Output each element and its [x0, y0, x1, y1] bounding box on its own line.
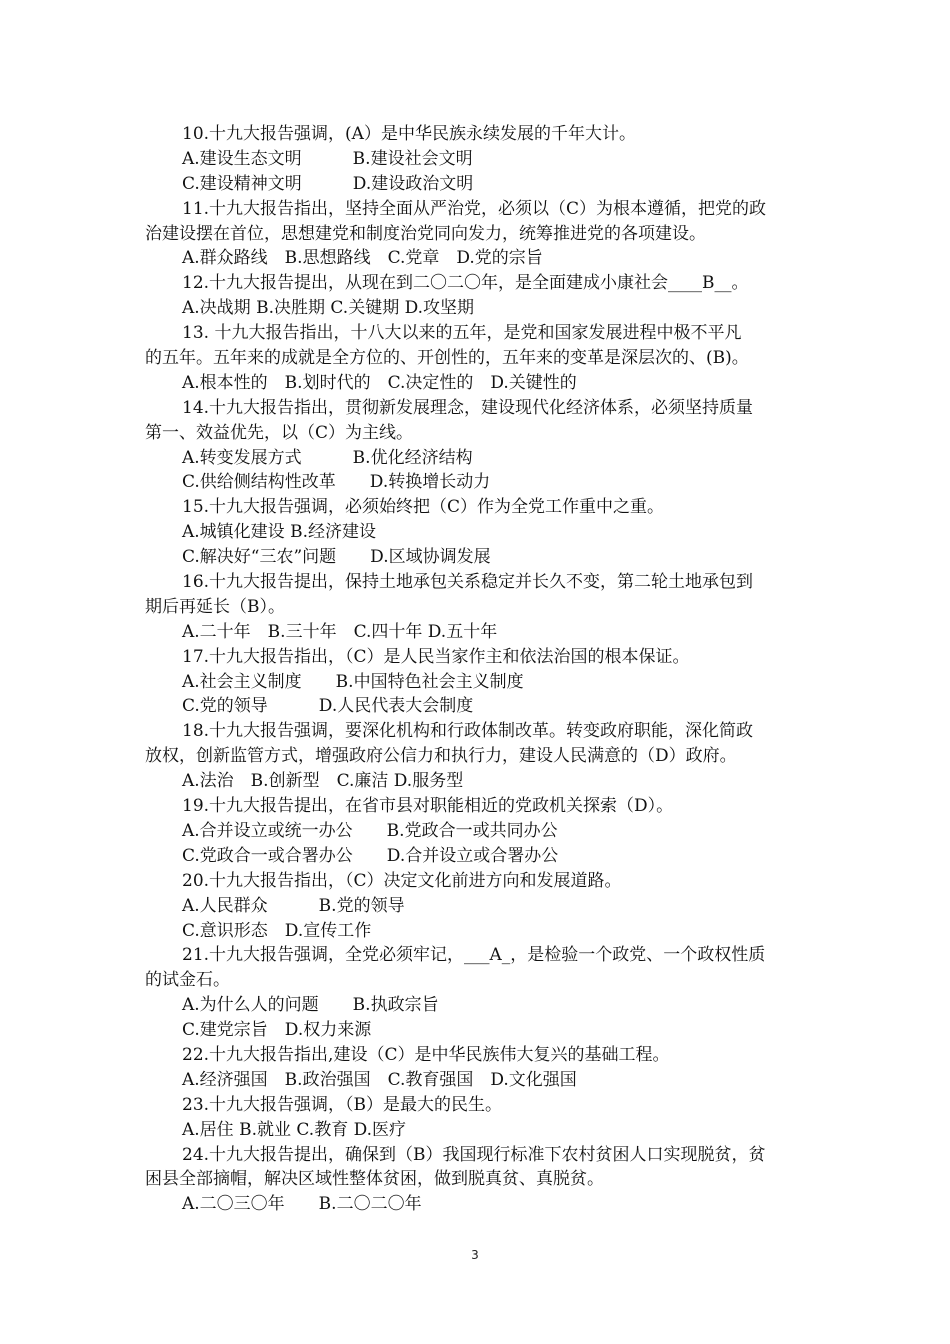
text-line: 18.十九大报告强调，要深化机构和行政体制改革。转变政府职能，深化简政 — [182, 721, 754, 742]
text-line: 20.十九大报告指出，（C）决定文化前进方向和发展道路。 — [182, 870, 622, 891]
text-line: 13. 十九大报告指出，十八大以来的五年，是党和国家发展进程中极不平凡 — [182, 323, 742, 344]
text-line: A.二十年 B.三十年 C.四十年 D.五十年 — [182, 621, 498, 642]
text-line: 22.十九大报告指出,建设（C）是中华民族伟大复兴的基础工程。 — [182, 1044, 670, 1065]
text-line: C.解决好“三农”问题 D.区域协调发展 — [182, 547, 491, 568]
text-line: A.人民群众 B.党的领导 — [182, 895, 405, 916]
text-line: 困县全部摘帽，解决区域性整体贫困，做到脱真贫、真脱贫。 — [145, 1169, 604, 1190]
page-number: 3 — [471, 1248, 479, 1262]
text-line: A.社会主义制度 B.中国特色社会主义制度 — [182, 671, 524, 692]
text-line: 第一、效益优先，以（C）为主线。 — [145, 422, 414, 443]
text-line: 期后再延长（B）。 — [145, 596, 285, 617]
text-line: 12.十九大报告提出，从现在到二〇二〇年，是全面建成小康社会____B__。 — [182, 273, 749, 294]
question-text-body — [145, 122, 815, 1217]
text-line: 14.十九大报告指出，贯彻新发展理念，建设现代化经济体系，必须坚持质量 — [182, 397, 754, 418]
text-line: A.合并设立或统一办公 B.党政合一或共同办公 — [182, 820, 558, 841]
text-line: 19.十九大报告提出，在省市县对职能相近的党政机关探索（D）。 — [182, 796, 674, 817]
text-line: 15.十九大报告强调，必须始终把（C）作为全党工作重中之重。 — [182, 497, 665, 518]
text-line: C.党的领导 D.人民代表大会制度 — [182, 696, 474, 717]
text-line: 的试金石。 — [145, 970, 230, 991]
text-line: C.建党宗旨 D.权力来源 — [182, 1020, 372, 1041]
text-line: 21.十九大报告强调，全党必须牢记，___A_，是检验一个政党、一个政权性质 — [182, 945, 766, 966]
text-line: 放权，创新监管方式，增强政府公信力和执行力，建设人民满意的（D）政府。 — [145, 746, 737, 767]
text-line: A.根本性的 B.划时代的 C.决定性的 D.关键性的 — [182, 372, 577, 393]
text-line: A.经济强国 B.政治强国 C.教育强国 D.文化强国 — [182, 1069, 577, 1090]
text-line: C.意识形态 D.宣传工作 — [182, 920, 372, 941]
text-line: 的五年。五年来的成就是全方位的、开创性的，五年来的变革是深层次的、(B)。 — [145, 348, 749, 369]
text-line: 10.十九大报告强调，(A）是中华民族永续发展的千年大计。 — [182, 124, 636, 144]
text-line: C.供给侧结构性改革 D.转换增长动力 — [182, 472, 491, 493]
text-line: 23.十九大报告强调，（B）是最大的民生。 — [182, 1094, 503, 1115]
text-line: A.转变发展方式 B.优化经济结构 — [182, 447, 473, 468]
text-line: 16.十九大报告提出，保持土地承包关系稳定并长久不变，第二轮土地承包到 — [182, 572, 754, 593]
text-line: A.建设生态文明 B.建设社会文明 — [182, 148, 473, 169]
text-line: C.党政合一或合署办公 D.合并设立或合署办公 — [182, 845, 559, 866]
text-line: A.法治 B.创新型 C.廉洁 D.服务型 — [182, 771, 464, 792]
text-line: 17.十九大报告指出，（C）是人民当家作主和依法治国的根本保证。 — [182, 646, 690, 667]
text-line: A.二〇三〇年 B.二〇二〇年 — [182, 1194, 422, 1215]
text-line: A.居住 B.就业 C.教育 D.医疗 — [182, 1119, 407, 1140]
text-line: 11.十九大报告指出，坚持全面从严治党，必须以（C）为根本遵循，把党的政 — [182, 198, 767, 219]
text-line: A.群众路线 B.思想路线 C.党章 D.党的宗旨 — [182, 248, 543, 269]
text-line: A.决战期 B.决胜期 C.关键期 D.攻坚期 — [182, 298, 475, 319]
text-line: A.城镇化建设 B.经济建设 — [182, 522, 376, 543]
text-line: A.为什么人的问题 B.执政宗旨 — [182, 995, 439, 1016]
text-line: 治建设摆在首位，思想建党和制度治党同向发力，统筹推进党的各项建设。 — [145, 223, 706, 244]
text-line: C.建设精神文明 D.建设政治文明 — [182, 173, 474, 194]
text-line: 24.十九大报告提出，确保到（B）我国现行标准下农村贫困人口实现脱贫，贫 — [182, 1144, 766, 1165]
